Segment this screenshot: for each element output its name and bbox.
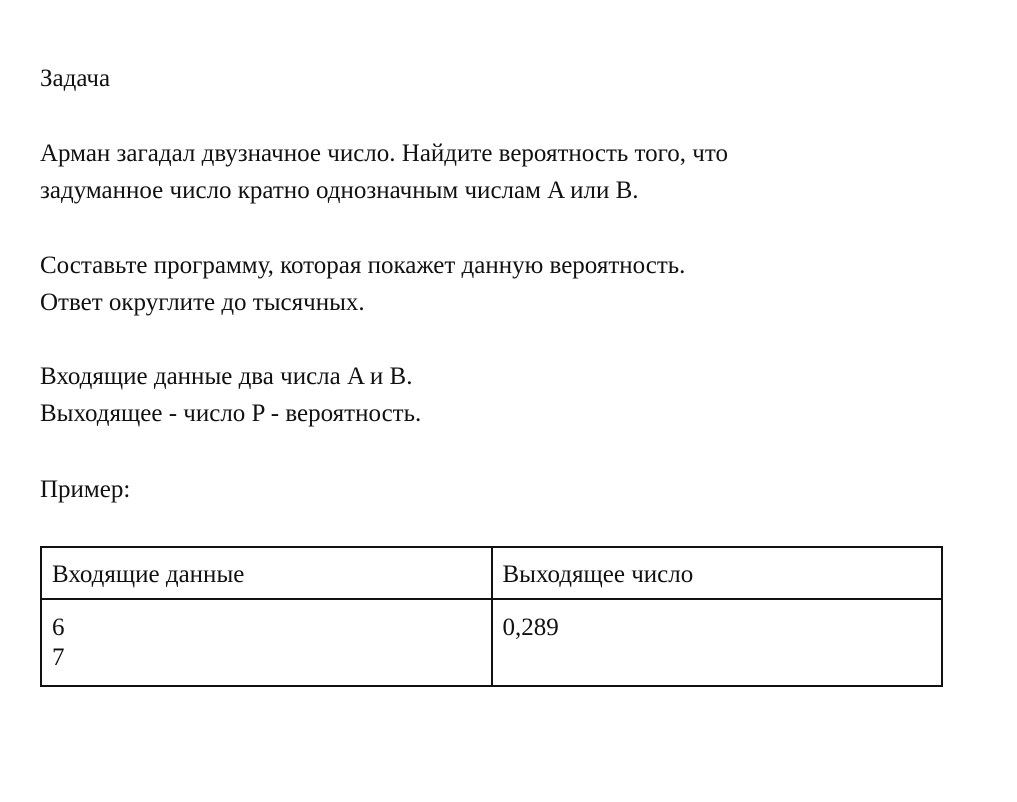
document-page xyxy=(40,0,980,802)
example-table xyxy=(40,546,943,687)
io-line-2: Выходящее - число P - вероятность. xyxy=(40,400,422,427)
table-header-row xyxy=(41,547,942,599)
table-cell-output: 0,289 xyxy=(492,599,943,686)
table-header-input: Входящие данные xyxy=(41,547,492,599)
table-row xyxy=(41,599,942,686)
io-line-1: Входящие данные два числа A и B. xyxy=(40,363,413,390)
statement-line-2: задуманное число кратно однозначным числам A или B. xyxy=(40,177,639,204)
example-label: Пример: xyxy=(40,476,131,503)
input-value-a: 6 xyxy=(52,614,65,641)
table-header-output: Выходящее число xyxy=(492,547,943,599)
table-cell-input xyxy=(41,599,492,686)
task-title: Задача xyxy=(40,65,111,92)
task-line-1: Составьте программу, которая покажет данную вероятность. xyxy=(40,252,686,279)
input-value-b: 7 xyxy=(52,644,65,671)
statement-line-1: Арман загадал двузначное число. Найдите вероятность того, что xyxy=(40,140,728,167)
task-line-2: Ответ округлите до тысячных. xyxy=(40,289,365,316)
